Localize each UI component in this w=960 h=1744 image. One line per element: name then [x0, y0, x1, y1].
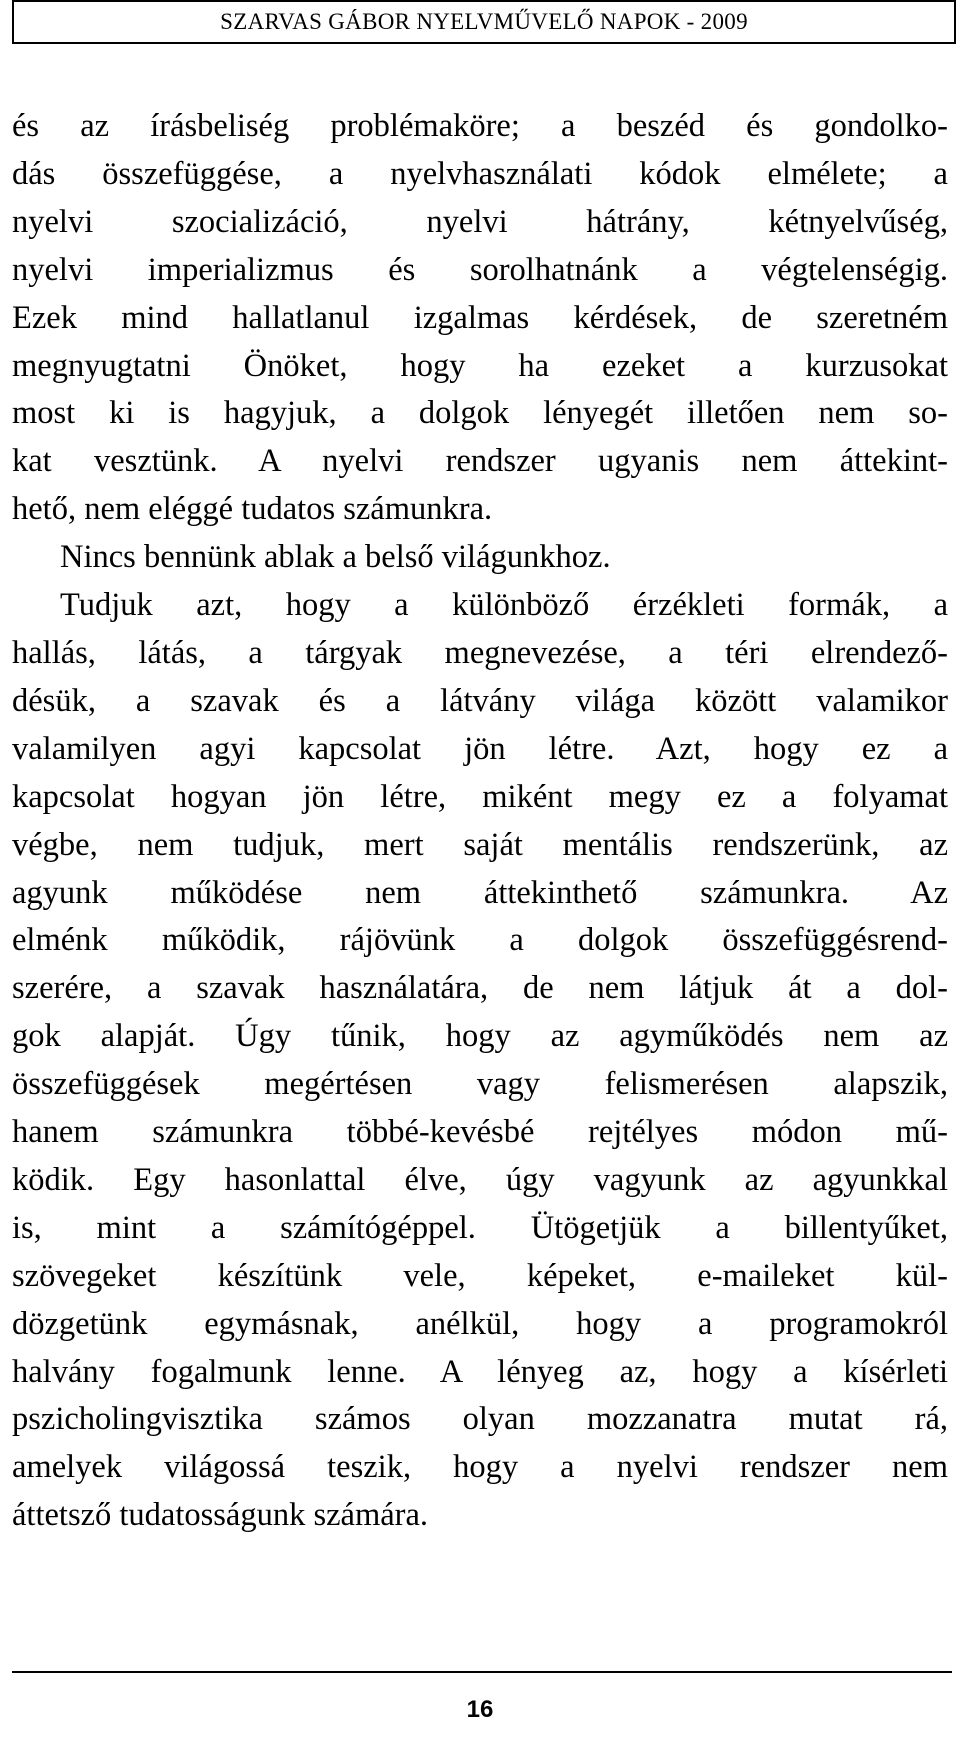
text-line: Ezek mind hallatlanul izgalmas kérdések, de szeretném [12, 299, 948, 336]
text-line: most ki is hagyjuk, a dolgok lényegét illetően nem so- [12, 395, 948, 432]
text-line: gok alapját. Úgy tűnik, hogy az agyműködés nem az [12, 1018, 948, 1055]
text-line: hanem számunkra többé-kevésbé rejtélyes módon mű- [12, 1114, 948, 1151]
text-line: agyunk működése nem áttekinthető számunkra. Az [12, 874, 948, 911]
text-line: amelyek világossá teszik, hogy a nyelvi rendszer nem [12, 1449, 948, 1486]
footer-divider [12, 1671, 952, 1673]
running-header-title: SZARVAS GÁBOR NYELVMŰVELŐ NAPOK - 2009 [220, 9, 748, 34]
text-line: kat vesztünk. A nyelvi rendszer ugyanis nem áttekint- [12, 443, 948, 480]
text-line: szerére, a szavak használatára, de nem látjuk át a dol- [12, 970, 948, 1007]
text-line: elménk működik, rájövünk a dolgok összefüggésrend- [12, 922, 948, 959]
page-number: 16 [466, 1696, 494, 1723]
text-line: pszicholingvisztika számos olyan mozzanatra mutat rá, [12, 1401, 948, 1438]
text-line: dás összefüggése, a nyelvhasználati kódok elmélete; a [12, 155, 948, 192]
text-line: halvány fogalmunk lenne. A lényeg az, hogy a kísérleti [12, 1353, 948, 1390]
text-line: is, mint a számítógéppel. Ütögetjük a billentyűket, [12, 1209, 948, 1246]
text-line: áttetsző tudatosságunk számára. [12, 1497, 429, 1534]
text-line: végbe, nem tudjuk, mert saját mentális rendszerünk, az [12, 826, 948, 863]
text-line: valamilyen agyi kapcsolat jön létre. Azt, hogy ez a [12, 730, 948, 767]
text-line: nyelvi imperializmus és sorolhatnánk a végtelenségig. [12, 251, 948, 288]
text-line: hető, nem eléggé tudatos számunkra. [12, 491, 493, 528]
text-line: ködik. Egy hasonlattal élve, úgy vagyunk az agyunkkal [12, 1161, 948, 1198]
text-line: Nincs bennünk ablak a belső világunkhoz. [60, 539, 611, 576]
text-line: összefüggések megértésen vagy felismerésen alapszik, [12, 1066, 948, 1103]
text-line: dözgetünk egymásnak, anélkül, hogy a programokról [12, 1305, 948, 1342]
text-line: hallás, látás, a tárgyak megnevezése, a téri elrendező- [12, 634, 948, 671]
text-line: kapcsolat hogyan jön létre, miként megy ez a folyamat [12, 778, 948, 815]
text-line: désük, a szavak és a látvány világa között valamikor [12, 682, 948, 719]
text-line: nyelvi szocializáció, nyelvi hátrány, kétnyelvűség, [12, 203, 948, 240]
text-line: Tudjuk azt, hogy a különböző érzékleti formák, a [60, 587, 948, 624]
body-text [12, 103, 948, 1540]
text-line: megnyugtatni Önöket, hogy ha ezeket a kurzusokat [12, 347, 948, 384]
running-header [12, 0, 956, 44]
text-line: szövegeket készítünk vele, képeket, e-maileket kül- [12, 1257, 948, 1294]
text-line: és az írásbeliség problémaköre; a beszéd és gondolko- [12, 108, 948, 144]
